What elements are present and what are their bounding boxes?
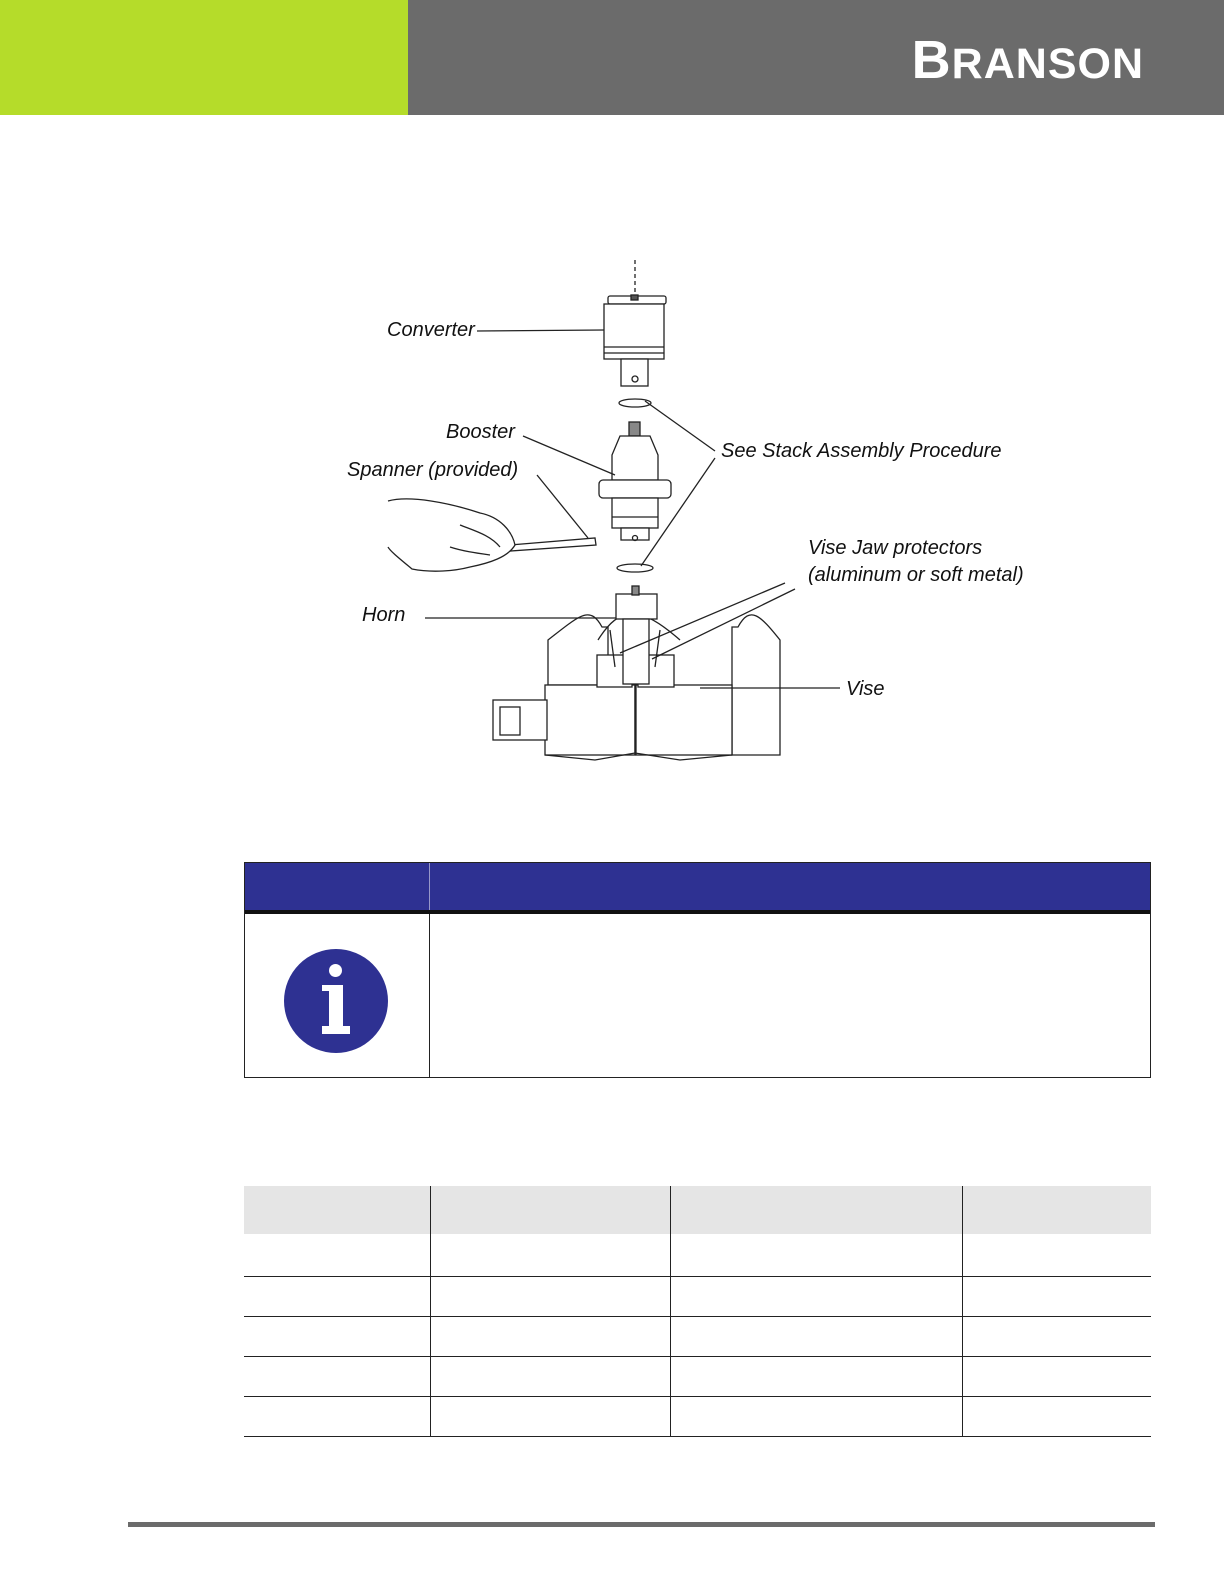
label-spanner: Spanner (provided) bbox=[347, 459, 519, 481]
footer-rule bbox=[128, 1522, 1155, 1527]
notice-table-header bbox=[245, 863, 1150, 910]
table-column-divider bbox=[962, 1186, 963, 1436]
table-row bbox=[244, 1356, 1151, 1357]
label-vise: Vise bbox=[846, 678, 885, 700]
header-gray-band bbox=[408, 0, 1224, 115]
label-vise-jaw-line2: (aluminum or soft metal) bbox=[808, 564, 1024, 586]
spanner-leader bbox=[537, 475, 588, 538]
booster-part bbox=[599, 422, 671, 541]
label-booster: Booster bbox=[446, 421, 515, 443]
booster-leader bbox=[523, 436, 615, 475]
spanner-tool bbox=[510, 538, 596, 551]
label-horn: Horn bbox=[362, 604, 406, 626]
table-column-divider bbox=[670, 1186, 671, 1436]
info-icon bbox=[284, 949, 388, 1053]
washer-top bbox=[619, 399, 651, 407]
converter-part bbox=[604, 295, 666, 386]
label-see-stack: See Stack Assembly Procedure bbox=[721, 440, 1002, 462]
table-row bbox=[244, 1276, 1151, 1277]
see-stack-leader-top bbox=[645, 401, 715, 451]
table-column-divider bbox=[430, 1186, 431, 1436]
hand-drawing bbox=[388, 499, 515, 571]
table-row bbox=[244, 1436, 1151, 1437]
table-header-row bbox=[244, 1186, 1151, 1234]
notice-table bbox=[244, 862, 1151, 1078]
label-converter: Converter bbox=[387, 319, 475, 341]
converter-leader bbox=[477, 330, 604, 331]
table-row bbox=[244, 1396, 1151, 1397]
label-vise-jaw-line1: Vise Jaw protectors bbox=[808, 537, 983, 559]
branson-logo: BRANSON bbox=[911, 30, 1144, 90]
stack-assembly-figure bbox=[340, 255, 1060, 775]
table-row bbox=[244, 1316, 1151, 1317]
header-green-band bbox=[0, 0, 408, 115]
washer-bottom bbox=[617, 564, 653, 572]
